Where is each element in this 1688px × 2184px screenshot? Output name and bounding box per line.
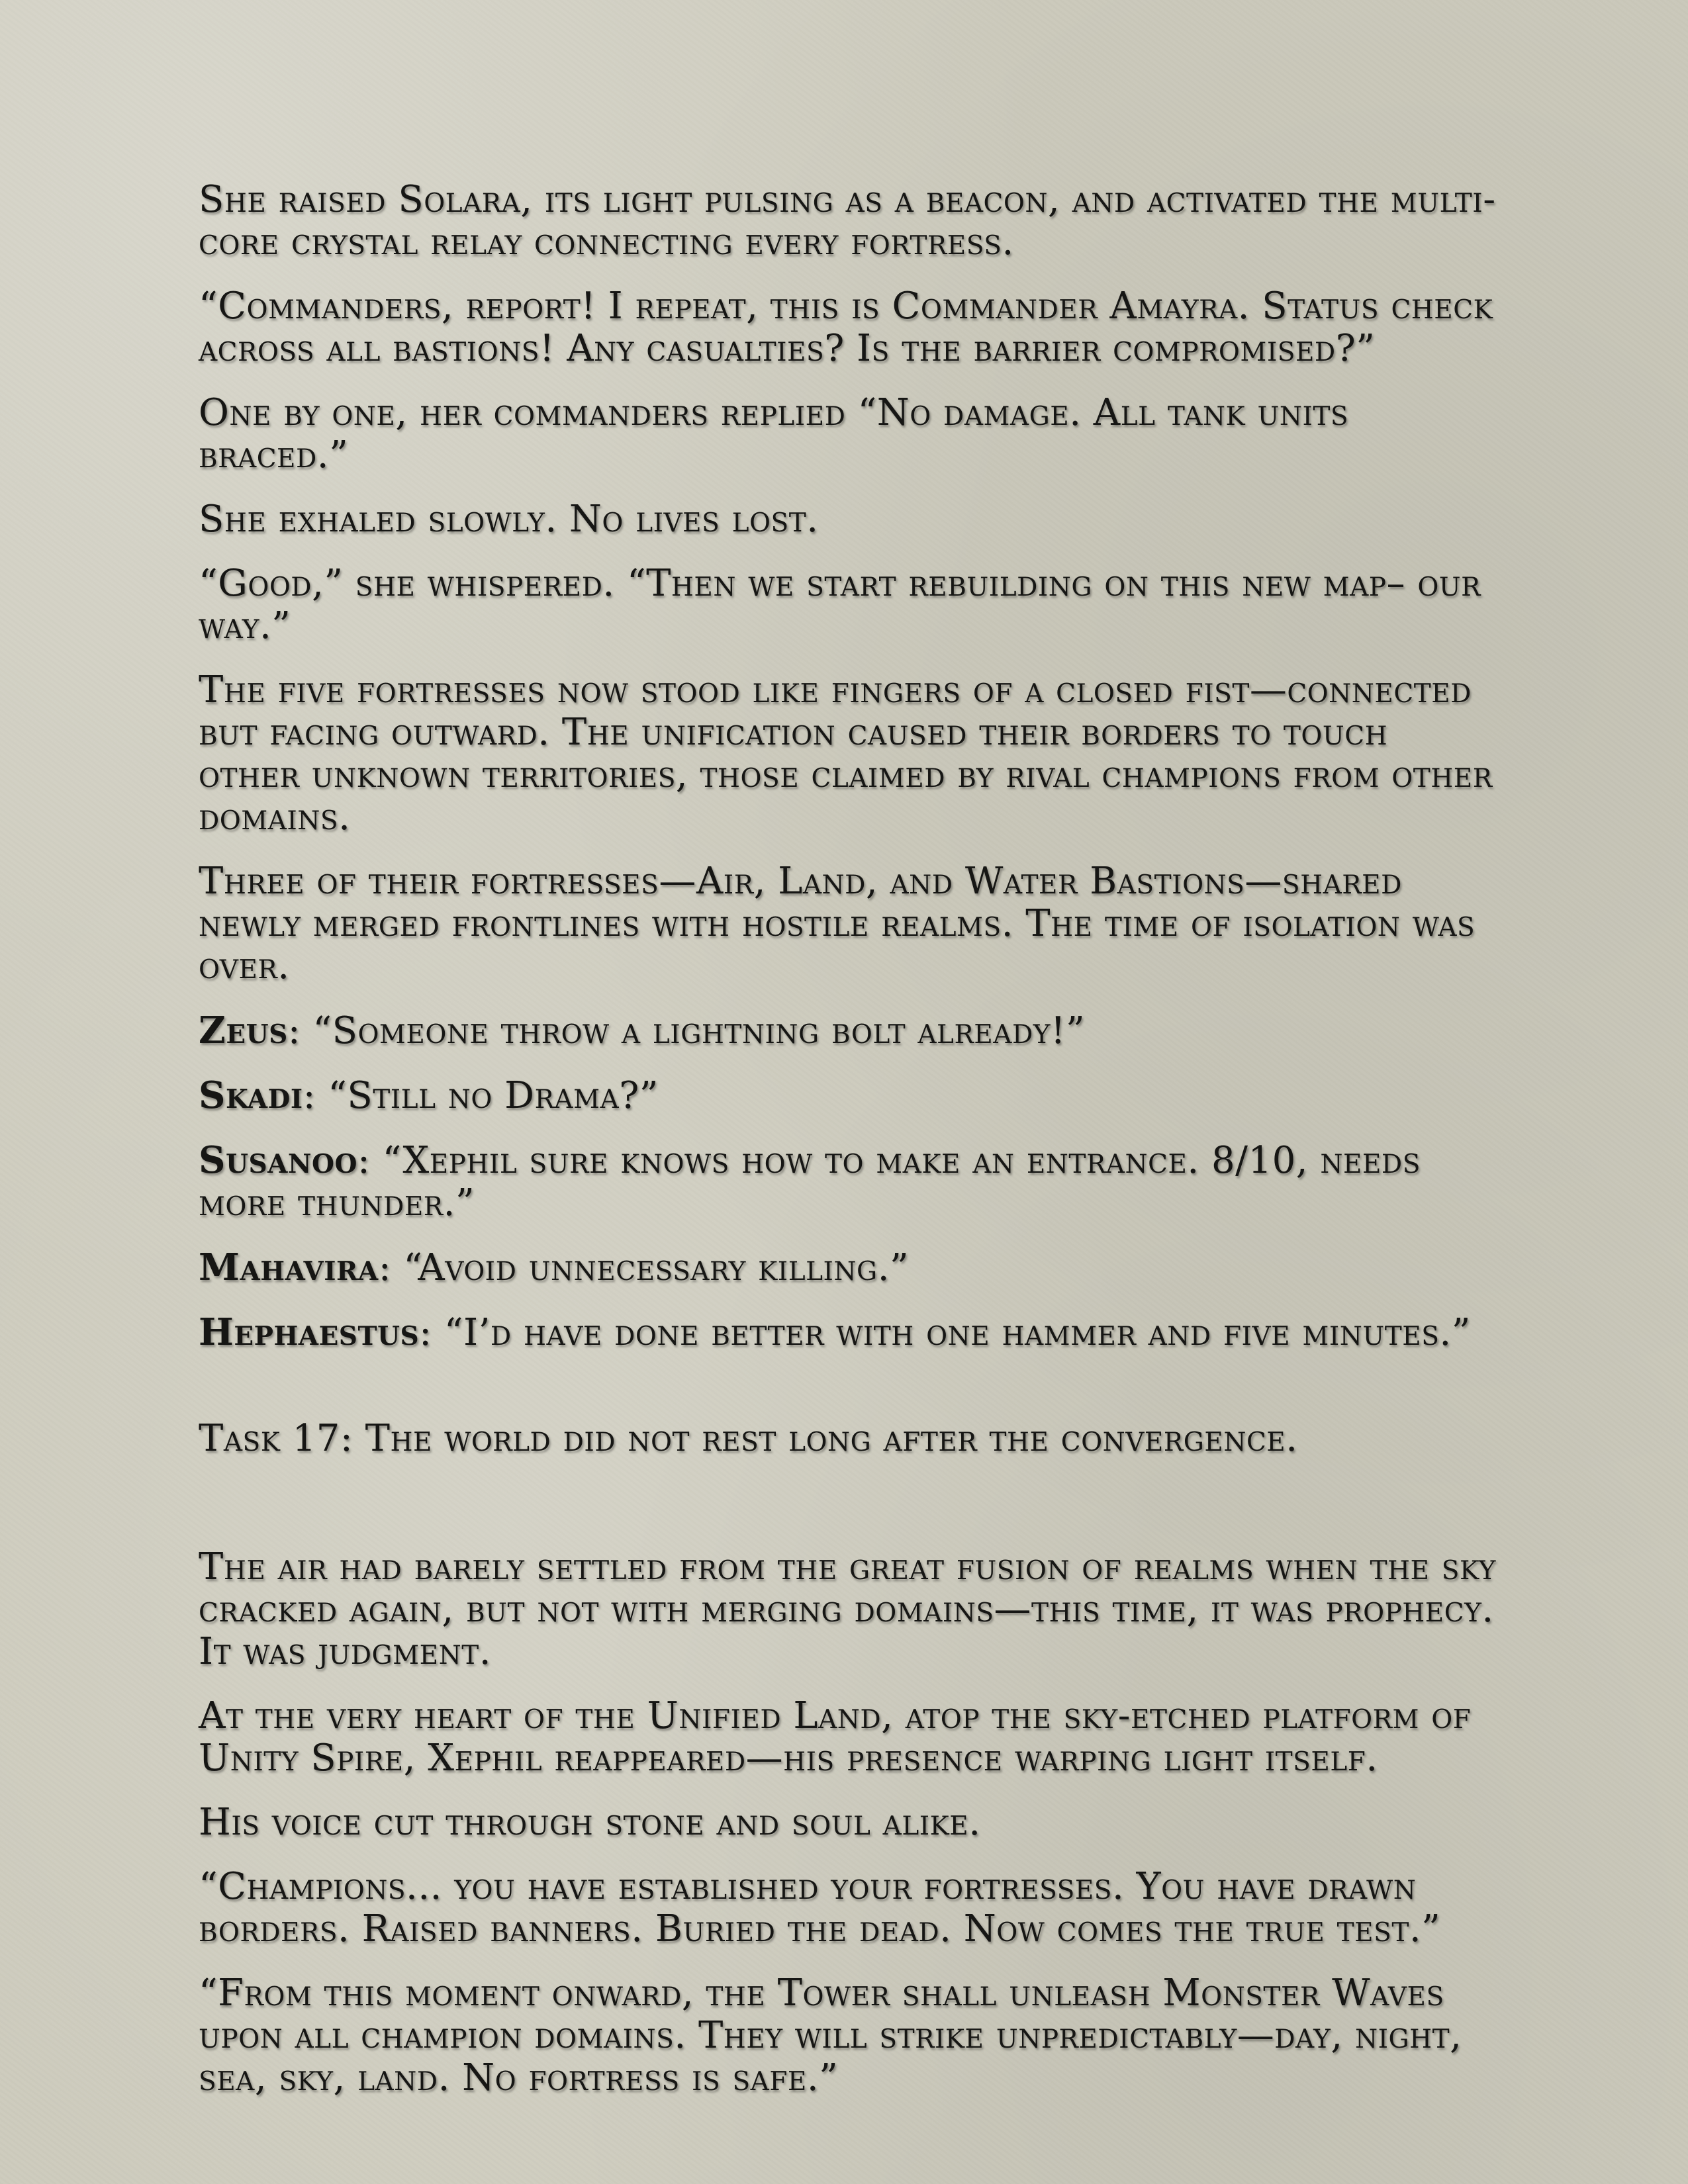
paragraph: Three of their fortresses—Air, Land, and Water Bastions—shared newly merged frontlines with hostile realms. The time of isolation was over. <box>199 860 1476 987</box>
paragraph: She exhaled slowly. No lives lost. <box>199 498 819 541</box>
paragraph: One by one, her commanders replied “No damage. All tank units braced.” <box>199 391 1349 477</box>
paragraph: The five fortresses now stood like fingers of a closed fist—connected but facing outward. The unification caused their borders to touch other unknown territories, those claimed by rival champions from other domains. <box>199 668 1493 839</box>
dialogue-line <box>199 1246 1496 1289</box>
speaker-name: Skadi <box>199 1073 303 1117</box>
paragraph: “Champions... you have established your fortresses. You have drawn borders. Raised banners. Buried the dead. Now comes the true test.” <box>199 1865 1441 1950</box>
dialogue-text: : “I’d have done better with one hammer and five minutes.” <box>419 1311 1471 1354</box>
document-page <box>199 179 1496 2121</box>
dialogue-line <box>199 1074 1496 1117</box>
paragraph: “Good,” she whispered. “Then we start rebuilding on this new map– our way.” <box>199 562 1481 647</box>
paragraph: His voice cut through stone and soul alike. <box>199 1801 981 1844</box>
paragraph: She raised Solara, its light pulsing as a beacon, and activated the multi-core crystal relay connecting every fortress. <box>199 178 1496 263</box>
dialogue-line <box>199 1009 1496 1052</box>
dialogue-text: : “Someone throw a lightning bolt already!” <box>287 1009 1086 1052</box>
dialogue-line <box>199 1311 1496 1354</box>
task-heading: Task 17: The world did not rest long after the convergence. <box>199 1417 1298 1460</box>
speaker-name: Hephaestus <box>199 1310 420 1354</box>
speaker-name: Susanoo <box>199 1138 357 1182</box>
dialogue-text: : “Xephil sure knows how to make an entrance. 8/10, needs more thunder.” <box>199 1139 1421 1224</box>
paragraph: “Commanders, report! I repeat, this is Commander Amayra. Status check across all bastions! Any casualties? Is the barrier compromised?” <box>199 285 1493 370</box>
dialogue-text: : “Avoid unnecessary killing.” <box>378 1246 910 1289</box>
paragraph: The air had barely settled from the great fusion of realms when the sky cracked again, but not with merging domains—this time, it was prophecy. It was judgment. <box>199 1545 1496 1673</box>
dialogue-text: : “Still no Drama?” <box>303 1074 659 1117</box>
dialogue-line <box>199 1139 1496 1224</box>
speaker-name: Zeus <box>199 1009 288 1052</box>
paragraph: “From this moment onward, the Tower shall unleash Monster Waves upon all champion domains. They will strike unpredictably—day, night, sea, sky, land. No fortress is safe.” <box>199 1972 1462 2099</box>
paragraph: At the very heart of the Unified Land, atop the sky-etched platform of Unity Spire, Xephil reappeared—his presence warping light itself. <box>199 1694 1472 1780</box>
speaker-name: Mahavira <box>199 1246 379 1289</box>
